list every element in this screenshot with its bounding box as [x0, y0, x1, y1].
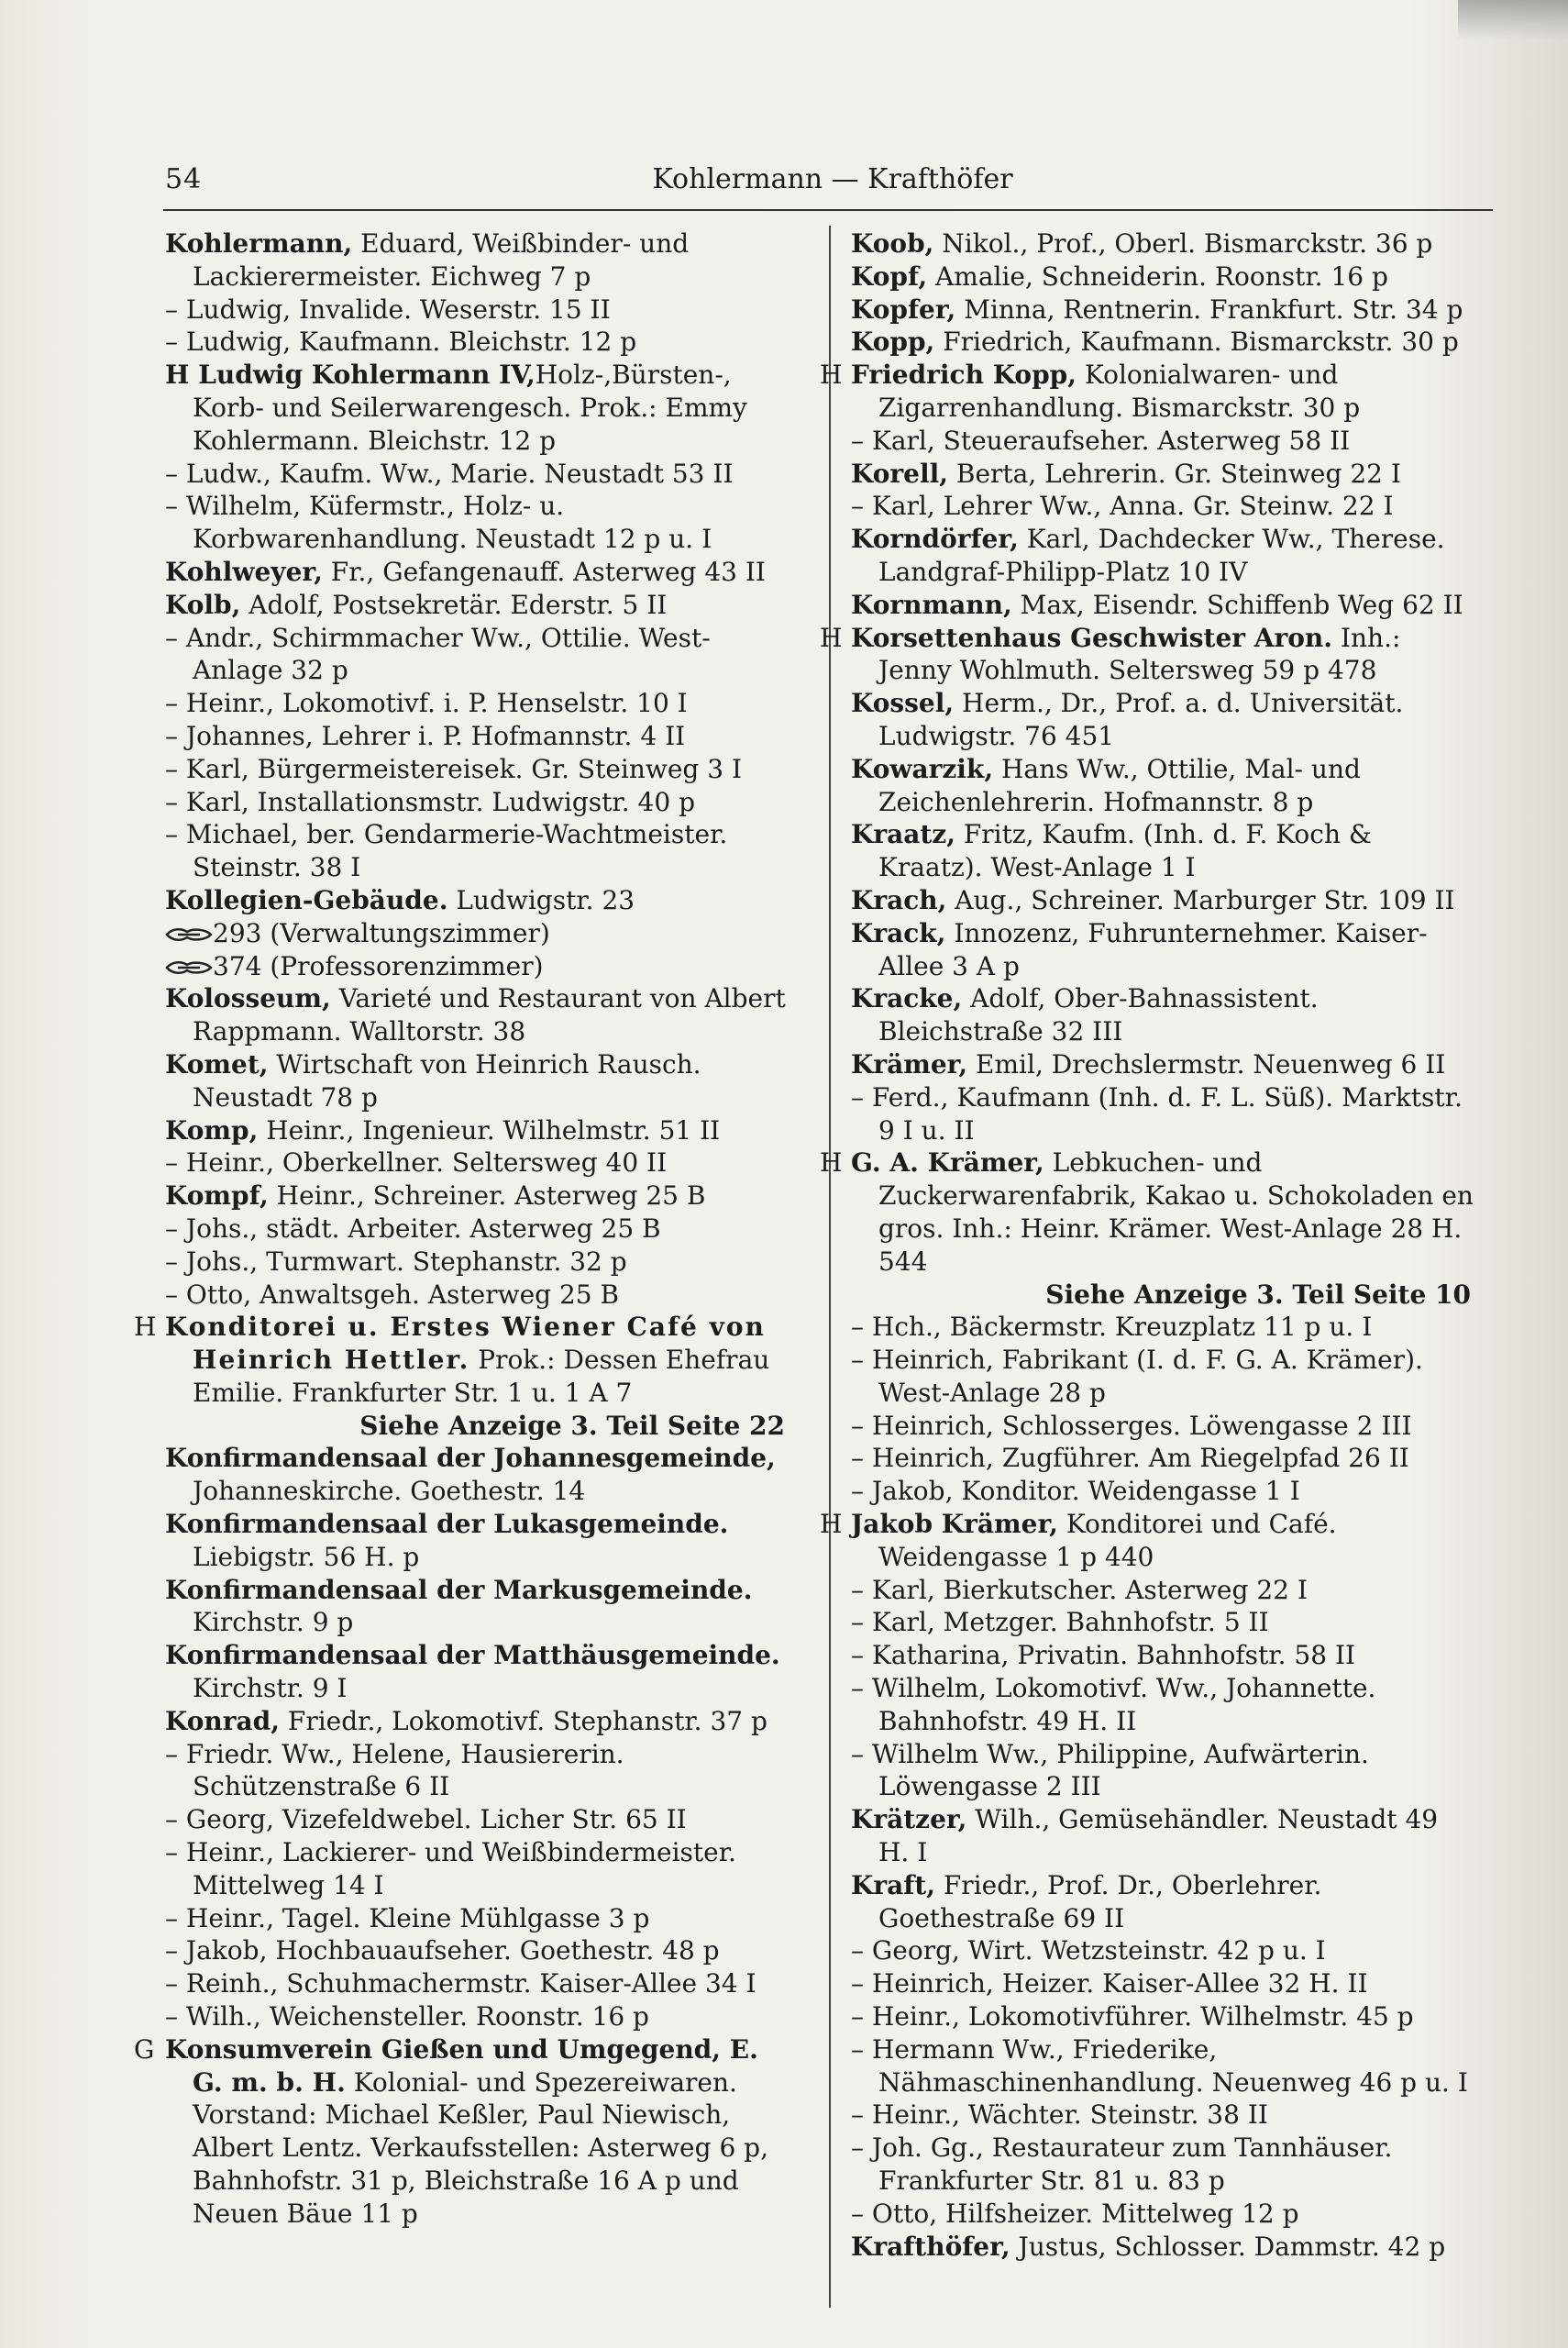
entry-text: Amalie, Schneiderin. Roonstr. 16 p: [927, 260, 1388, 292]
entry-text: – Karl, Bürgermeistereisek. Gr. Steinweg 3 I: [165, 753, 743, 784]
entry-headword: Kornmann,: [851, 589, 1012, 620]
entry-text: Liebigstr. 56 H. p: [193, 1541, 420, 1572]
directory-entry: [820, 622, 1474, 688]
entry-text: – Johannes, Lehrer i. P. Hofmannstr. 4 II: [165, 720, 686, 751]
entry-text: Fritz, Kaufm. (Inh. d. F. Koch & Kraatz). West-Anlage 1 I: [878, 819, 1372, 883]
directory-entry: [851, 1475, 1474, 1508]
entry-text: – Hch., Bäckermstr. Kreuzplatz 11 p u. I: [851, 1312, 1373, 1343]
entry-text: 374 (Professorenzimmer): [213, 950, 544, 981]
directory-entry: [165, 1508, 789, 1574]
directory-entry: [165, 720, 789, 753]
entry-text: – Heinr., Tagel. Kleine Mühlgasse 3 p: [165, 1902, 650, 1933]
entry-headword: Konfirmandensaal der Markusgemeinde.: [165, 1574, 753, 1605]
directory-entry: [165, 227, 789, 294]
column-divider: [829, 226, 831, 2308]
entry-headword: Kracke,: [851, 983, 963, 1014]
entry-headword: Krätzer,: [851, 1804, 967, 1835]
entry-text: Holz-,Bürsten-, Korb- und Seilerwarengesch. Prok.: Emmy Kohlermann. Bleichstr. 12 p: [193, 360, 747, 456]
entry-headword: Krach,: [851, 884, 947, 915]
telephone-icon: [165, 926, 213, 943]
directory-entry: [165, 490, 789, 556]
entry-text: Ludwigstr. 23: [447, 884, 635, 915]
directory-entry: [165, 1048, 789, 1114]
telephone-icon: [165, 959, 213, 976]
entry-text: Kolonialwaren- und Zigarrenhandlung. Bismarckstr. 30 p: [878, 360, 1361, 423]
entry-headword: Konrad,: [165, 1705, 280, 1736]
entry-text: Adolf, Postsekretär. Ederstr. 5 II: [240, 589, 668, 620]
directory-entry: [165, 687, 789, 720]
entry-text: – Jakob, Hochbauaufseher. Goethestr. 48 p: [165, 1935, 720, 1966]
entry-headword: Kopp,: [851, 327, 935, 358]
directory-entry: [851, 458, 1474, 491]
directory-entry: [851, 2198, 1474, 2231]
entry-text: – Ludwig, Kaufmann. Bleichstr. 12 p: [165, 327, 637, 358]
entry-text: Fr., Gefangenauff. Asterweg 43 II: [322, 556, 766, 587]
entry-text: Kirchstr. 9 p: [193, 1607, 354, 1638]
directory-entry: [851, 227, 1474, 260]
entry-text: Kirchstr. 9 I: [193, 1673, 348, 1704]
entry-text: – Hermann Ww., Friederike, Nähmaschinenhandlung. Neuenweg 46 p u. I: [851, 2033, 1468, 2098]
entry-text: Siehe Anzeige 3. Teil Seite 10: [1045, 1279, 1471, 1310]
directory-entry: [851, 523, 1474, 589]
directory-entry: [851, 1048, 1474, 1081]
directory-entry: [165, 1574, 789, 1640]
header-rule: [163, 209, 1493, 211]
directory-entry: [165, 359, 789, 457]
entry-text: – Georg, Vizefeldwebel. Licher Str. 65 II: [165, 1804, 687, 1835]
entry-text: Innozenz, Fuhrunternehmer. Kaiser-Allee 3 A p: [878, 917, 1428, 981]
entry-headword: Konfirmandensaal der Lukasgemeinde.: [165, 1509, 729, 1540]
entry-marker: H: [820, 360, 843, 391]
directory-entry: [165, 884, 789, 917]
directory-entry: [851, 1738, 1474, 1804]
directory-entry: [165, 1934, 789, 1967]
directory-entry: [851, 425, 1474, 458]
entry-text: – Heinr., Lokomotivführer. Wilhelmstr. 45 p: [851, 2001, 1414, 2032]
entry-text: – Wilhelm, Lokomotivf. Ww., Johannette. Bahnhofstr. 49 H. II: [851, 1673, 1376, 1736]
directory-entry: [165, 1803, 789, 1836]
entry-text: – Joh. Gg., Restaurateur zum Tannhäuser. Frankfurter Str. 81 u. 83 p: [851, 2132, 1393, 2197]
directory-entry: [851, 1311, 1474, 1344]
directory-entry: [165, 1639, 789, 1705]
directory-entry: [165, 1967, 789, 2000]
directory-entry: [851, 2000, 1474, 2033]
entry-headword: Korndörfer,: [851, 524, 1019, 555]
directory-entry: [851, 1344, 1474, 1410]
directory-entry: [851, 917, 1474, 983]
directory-entry: [165, 1180, 789, 1213]
entry-headword: Kraatz,: [851, 819, 955, 850]
directory-entry: [165, 2000, 789, 2033]
entry-headword: Konfirmandensaal der Johannesgemeinde,: [165, 1443, 776, 1474]
directory-entry: [165, 753, 789, 786]
directory-entry: [851, 260, 1474, 294]
entry-text: Friedr., Lokomotivf. Stephanstr. 37 p: [279, 1705, 767, 1736]
entry-text: Kolonial- und Spezereiwaren. Vorstand: Michael Keßler, Paul Niewisch, Albert Lentz. Verkaufsstellen: Asterweg 6 p, Bahnhofstr. 31 p, Bleichstraße 16 A p und Neuen Bäue 11 p: [193, 2066, 768, 2229]
entry-text: Konditorei und Café. Weidengasse 1 p 440: [878, 1509, 1337, 1572]
entry-headword: Korell,: [851, 458, 948, 489]
entry-text: – Reinh., Schuhmachermstr. Kaiser-Allee 34 I: [165, 1968, 756, 1999]
directory-entry: [851, 1869, 1474, 1935]
directory-entry: [851, 687, 1474, 753]
entry-marker: G: [134, 2033, 155, 2065]
entry-marker: H: [820, 1509, 843, 1540]
entry-headword: Kraft,: [851, 1869, 935, 1900]
page-header: [163, 163, 1493, 215]
entry-headword: Kopfer,: [851, 294, 956, 325]
directory-entry: [165, 1114, 789, 1147]
entry-text: – Wilhelm, Küfermstr., Holz- u. Korbwarenhandlung. Neustadt 12 p u. I: [165, 491, 712, 555]
directory-entry: [851, 982, 1474, 1048]
entry-text: – Jakob, Konditor. Weidengasse 1 I: [851, 1476, 1300, 1507]
directory-entry: [165, 556, 789, 589]
entry-text: – Karl, Installationsmstr. Ludwigstr. 40 p: [165, 786, 695, 817]
entry-headword: Jakob Krämer,: [851, 1509, 1058, 1540]
entry-headword: Friedrich Kopp,: [851, 360, 1077, 391]
directory-entry: [134, 2033, 789, 2231]
entry-headword: Krämer,: [851, 1048, 968, 1080]
entry-text: – Heinr., Lokomotivf. i. P. Henselstr. 10 I: [165, 688, 688, 719]
entry-text: Justus, Schlosser. Dammstr. 42 p: [1010, 2231, 1446, 2262]
entry-text: Nikol., Prof., Oberl. Bismarckstr. 36 p: [933, 228, 1433, 259]
entry-text: – Ferd., Kaufmann (Inh. d. F. L. Süß). Marktstr. 9 I u. II: [851, 1081, 1463, 1146]
entry-text: – Heinrich, Schlosserges. Löwengasse 2 III: [851, 1410, 1412, 1441]
entry-headword: Konditorei u. Erstes Wiener Café von Heinrich Hettler.: [165, 1312, 766, 1376]
directory-entry: [851, 1081, 1474, 1147]
see-advertisement-note: [851, 1279, 1474, 1312]
entry-headword: Konsumverein Gießen und Umgegend, E. G. m. b. H.: [165, 2033, 758, 2098]
directory-entry: [851, 884, 1474, 917]
entry-text: – Andr., Schirmmacher Ww., Ottilie. West-Anlage 32 p: [165, 622, 711, 686]
entry-headword: Kowarzik,: [851, 753, 994, 784]
entry-headword: G. A. Krämer,: [851, 1147, 1044, 1179]
entry-text: Varieté und Restaurant von Albert Rappmann. Walltorstr. 38: [193, 983, 786, 1047]
directory-entry: [165, 622, 789, 688]
directory-entry: [851, 1672, 1474, 1738]
entry-text: – Ludwig, Invalide. Weserstr. 15 II: [165, 294, 611, 325]
directory-entry: [165, 818, 789, 884]
entry-marker: H: [820, 1147, 843, 1179]
directory-entry: [165, 917, 789, 950]
right-column: [820, 227, 1474, 2263]
entry-text: – Heinr., Lackierer- und Weißbindermeister. Mittelweg 14 I: [165, 1837, 736, 1900]
entry-headword: Komet,: [165, 1048, 269, 1080]
entry-text: – Karl, Bierkutscher. Asterweg 22 I: [851, 1574, 1308, 1605]
running-head: Kohlermann — Krafthöfer: [652, 163, 1013, 195]
entry-text: – Karl, Metzger. Bahnhofstr. 5 II: [851, 1607, 1269, 1638]
entry-text: Lebkuchen- und Zuckerwarenfabrik, Kakao u. Schokoladen en gros. Inh.: Heinr. Krämer. West-Anlage 28 H. 544: [878, 1147, 1474, 1277]
entry-text: Adolf, Ober-Bahnassistent. Bleichstraße 32 III: [878, 983, 1319, 1047]
left-column: [134, 227, 789, 2231]
entry-headword: Kossel,: [851, 688, 955, 719]
entry-text: Minna, Rentnerin. Frankfurt. Str. 34 p: [955, 294, 1463, 325]
entry-text: Max, Eisendr. Schiffenb Weg 62 II: [1011, 589, 1463, 620]
entry-headword: Korsettenhaus Geschwister Aron.: [851, 622, 1333, 653]
directory-entry: [165, 1279, 789, 1312]
entry-headword: Kompf,: [165, 1180, 269, 1212]
directory-entry: [851, 818, 1474, 884]
directory-entry: [165, 1705, 789, 1738]
directory-entry: [165, 1902, 789, 1935]
page-edge-shadow: [1458, 0, 1568, 40]
entry-text: – Katharina, Privatin. Bahnhofstr. 58 II: [851, 1640, 1356, 1671]
entry-text: Karl, Dachdecker Ww., Therese. Landgraf-Philipp-Platz 10 IV: [878, 524, 1445, 587]
directory-entry: [165, 589, 789, 622]
entry-text: – Heinrich, Heizer. Kaiser-Allee 32 H. II: [851, 1968, 1368, 1999]
directory-entry: [851, 1574, 1474, 1607]
directory-entry: [851, 1803, 1474, 1869]
entry-text: Wilh., Gemüsehändler. Neustadt 49 H. I: [878, 1804, 1439, 1868]
entry-text: Berta, Lehrerin. Gr. Steinweg 22 I: [947, 458, 1401, 489]
directory-entry: [851, 2132, 1474, 2198]
directory-entry: [165, 982, 789, 1048]
directory-entry: [134, 1311, 789, 1409]
directory-entry: [165, 1246, 789, 1279]
page-number: 54: [165, 163, 203, 195]
entry-headword: Krafthöfer,: [851, 2231, 1010, 2262]
entry-text: – Otto, Hilfsheizer. Mittelweg 12 p: [851, 2198, 1299, 2229]
entry-headword: H Ludwig Kohlermann IV,: [165, 360, 536, 391]
entry-text: – Georg, Wirt. Wetzsteinstr. 42 p u. I: [851, 1935, 1326, 1966]
entry-marker: H: [820, 622, 843, 653]
directory-entry: [851, 2033, 1474, 2099]
entry-marker: H: [134, 1312, 157, 1343]
entry-text: – Johs., Turmwart. Stephanstr. 32 p: [165, 1246, 627, 1277]
directory-entry: [851, 294, 1474, 327]
directory-entry: [851, 753, 1474, 819]
directory-entry: [851, 2231, 1474, 2264]
entry-text: – Johs., städt. Arbeiter. Asterweg 25 B: [165, 1213, 661, 1244]
entry-text: Heinr., Ingenieur. Wilhelmstr. 51 II: [258, 1114, 721, 1146]
directory-entry: [851, 589, 1474, 622]
directory-entry: [851, 1934, 1474, 1967]
entry-text: – Heinr., Oberkellner. Seltersweg 40 II: [165, 1147, 668, 1179]
entry-headword: Kollegien-Gebäude.: [165, 884, 448, 915]
entry-text: – Michael, ber. Gendarmerie-Wachtmeister. Steinstr. 38 I: [165, 819, 728, 883]
directory-entry: [165, 326, 789, 359]
entry-text: – Heinrich, Zugführer. Am Riegelpfad 26 II: [851, 1443, 1409, 1474]
entry-text: Aug., Schreiner. Marburger Str. 109 II: [946, 884, 1455, 915]
directory-entry: [851, 1639, 1474, 1672]
entry-text: Inh.: Jenny Wohlmuth. Seltersweg 59 p 478: [878, 622, 1401, 686]
entry-headword: Konfirmandensaal der Matthäusgemeinde.: [165, 1640, 780, 1671]
entry-headword: Komp,: [165, 1114, 259, 1146]
entry-text: – Heinr., Wächter. Steinstr. 38 II: [851, 2099, 1268, 2131]
directory-entry: [851, 1606, 1474, 1639]
entry-headword: Koob,: [851, 228, 934, 259]
directory-entry: [165, 1442, 789, 1508]
directory-entry: [165, 458, 789, 491]
entry-text: Herm., Dr., Prof. a. d. Universität. Ludwigstr. 76 451: [878, 688, 1404, 751]
directory-entry: [820, 1508, 1474, 1574]
entry-headword: Kohlermann,: [165, 228, 353, 259]
entry-headword: Kolosseum,: [165, 983, 331, 1014]
directory-entry: [165, 786, 789, 819]
entry-text: Friedr., Prof. Dr., Oberlehrer. Goethestraße 69 II: [878, 1869, 1322, 1933]
directory-entry: [820, 1146, 1474, 1278]
entry-text: – Ludw., Kaufm. Ww., Marie. Neustadt 53 II: [165, 458, 734, 489]
entry-text: Prok.: Dessen Ehefrau Emilie. Frankfurter Str. 1 u. 1 A 7: [193, 1345, 770, 1408]
entry-text: – Otto, Anwaltsgeh. Asterweg 25 B: [165, 1279, 620, 1310]
entry-text: Friedrich, Kaufmann. Bismarckstr. 30 p: [934, 327, 1459, 358]
entry-text: – Karl, Lehrer Ww., Anna. Gr. Steinw. 22 I: [851, 491, 1394, 522]
entry-text: Siehe Anzeige 3. Teil Seite 22: [359, 1410, 785, 1441]
entry-headword: Kopf,: [851, 260, 928, 292]
entry-text: Hans Ww., Ottilie, Mal- und Zeichenlehrerin. Hofmannstr. 8 p: [878, 753, 1361, 817]
entry-text: Heinr., Schreiner. Asterweg 25 B: [268, 1180, 706, 1212]
directory-entry: [165, 1213, 789, 1246]
directory-entry: [851, 1442, 1474, 1475]
entry-text: 293 (Verwaltungszimmer): [213, 917, 550, 948]
directory-entry: [851, 1967, 1474, 2000]
entry-text: Emil, Drechslermstr. Neuenweg 6 II: [967, 1048, 1446, 1080]
entry-headword: Krack,: [851, 917, 946, 948]
directory-entry: [851, 326, 1474, 359]
entry-text: – Heinrich, Fabrikant (I. d. F. G. A. Krämer). West-Anlage 28 p: [851, 1345, 1423, 1408]
entry-text: Wirtschaft von Heinrich Rausch. Neustadt 78 p: [193, 1048, 701, 1113]
entry-text: – Wilhelm Ww., Philippine, Aufwärterin. Löwengasse 2 III: [851, 1738, 1369, 1802]
entry-headword: Kohlweyer,: [165, 556, 323, 587]
entry-text: – Wilh., Weichensteller. Roonstr. 16 p: [165, 2001, 649, 2032]
entry-text: – Karl, Steueraufseher. Asterweg 58 II: [851, 425, 1351, 456]
entry-headword: Kolb,: [165, 589, 241, 620]
directory-entry: [851, 2099, 1474, 2132]
directory-entry: [820, 359, 1474, 425]
entry-text: Johanneskirche. Goethestr. 14: [193, 1476, 586, 1507]
directory-entry: [165, 950, 789, 983]
directory-entry: [851, 1410, 1474, 1443]
entry-text: Eduard, Weißbinder- und Lackierermeister. Eichweg 7 p: [193, 228, 690, 292]
directory-entry: [165, 1146, 789, 1180]
directory-entry: [165, 294, 789, 327]
directory-entry: [851, 490, 1474, 523]
directory-entry: [165, 1738, 789, 1804]
entry-text: – Friedr. Ww., Helene, Hausiererin. Schützenstraße 6 II: [165, 1738, 624, 1802]
directory-entry: [165, 1836, 789, 1902]
see-advertisement-note: [165, 1410, 789, 1443]
